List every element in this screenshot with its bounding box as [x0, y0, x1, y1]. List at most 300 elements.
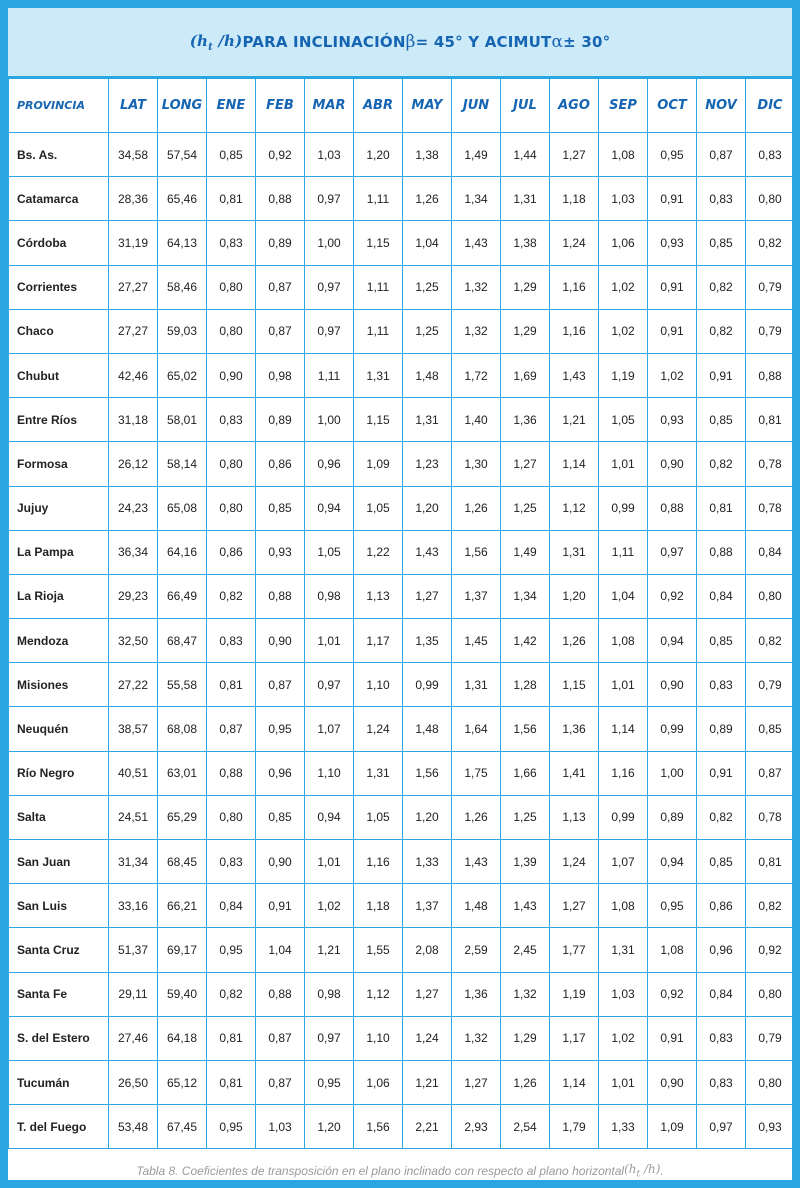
value-cell-long: 65,02 [158, 353, 207, 397]
value-cell-sep: 1,06 [599, 221, 648, 265]
table-row [9, 574, 795, 618]
value-cell-sep: 1,08 [599, 619, 648, 663]
value-cell-jun: 1,31 [452, 663, 501, 707]
province-cell: S. del Estero [9, 1016, 109, 1060]
province-cell: La Rioja [9, 574, 109, 618]
value-cell-oct: 1,02 [648, 353, 697, 397]
value-cell-jul: 1,56 [501, 707, 550, 751]
value-cell-may: 0,99 [403, 663, 452, 707]
value-cell-dic: 0,81 [746, 398, 795, 442]
title-text-2: = 45° Y ACIMUT [415, 33, 552, 51]
value-cell-lat: 32,50 [109, 619, 158, 663]
value-cell-mar: 0,95 [305, 1060, 354, 1104]
value-cell-abr: 1,31 [354, 751, 403, 795]
table-caption: Tabla 8. Coeficientes de transposición en el plano inclinado con respecto al plano horizontal ($h_t$ /h) . [136, 1162, 664, 1180]
value-cell-nov: 0,83 [697, 1016, 746, 1060]
value-cell-jul: 1,38 [501, 221, 550, 265]
value-cell-mar: 0,97 [305, 1016, 354, 1060]
value-cell-oct: 0,90 [648, 442, 697, 486]
value-cell-sep: 0,99 [599, 795, 648, 839]
value-cell-ene: 0,80 [207, 486, 256, 530]
value-cell-abr: 1,11 [354, 309, 403, 353]
value-cell-jun: 1,56 [452, 530, 501, 574]
value-cell-long: 65,46 [158, 177, 207, 221]
value-cell-ene: 0,80 [207, 442, 256, 486]
value-cell-sep: 1,03 [599, 972, 648, 1016]
table-row [9, 177, 795, 221]
value-cell-may: 1,04 [403, 221, 452, 265]
value-cell-jul: 1,25 [501, 795, 550, 839]
value-cell-sep: 1,02 [599, 265, 648, 309]
value-cell-jul: 1,29 [501, 1016, 550, 1060]
table-body [9, 133, 795, 1149]
value-cell-long: 58,14 [158, 442, 207, 486]
value-cell-ene: 0,83 [207, 619, 256, 663]
value-cell-oct: 0,94 [648, 840, 697, 884]
value-cell-long: 55,58 [158, 663, 207, 707]
value-cell-abr: 1,31 [354, 353, 403, 397]
value-cell-dic: 0,84 [746, 530, 795, 574]
value-cell-feb: 0,88 [256, 574, 305, 618]
value-cell-abr: 1,16 [354, 840, 403, 884]
value-cell-abr: 1,10 [354, 1016, 403, 1060]
value-cell-lat: 42,46 [109, 353, 158, 397]
value-cell-jun: 1,64 [452, 707, 501, 751]
value-cell-mar: 1,01 [305, 619, 354, 663]
table-row [9, 353, 795, 397]
value-cell-ago: 1,41 [550, 751, 599, 795]
value-cell-may: 2,08 [403, 928, 452, 972]
value-cell-long: 58,46 [158, 265, 207, 309]
province-cell: San Juan [9, 840, 109, 884]
value-cell-jun: 2,59 [452, 928, 501, 972]
value-cell-nov: 0,82 [697, 442, 746, 486]
value-cell-feb: 0,91 [256, 884, 305, 928]
value-cell-oct: 0,97 [648, 530, 697, 574]
value-cell-sep: 1,16 [599, 751, 648, 795]
table-row [9, 309, 795, 353]
table-row [9, 707, 795, 751]
value-cell-ene: 0,95 [207, 928, 256, 972]
value-cell-mar: 1,10 [305, 751, 354, 795]
value-cell-ene: 0,80 [207, 265, 256, 309]
value-cell-ago: 1,16 [550, 265, 599, 309]
value-cell-may: 1,35 [403, 619, 452, 663]
column-header-ene: ENE [207, 79, 256, 133]
value-cell-dic: 0,80 [746, 177, 795, 221]
province-cell: Salta [9, 795, 109, 839]
province-cell: Jujuy [9, 486, 109, 530]
value-cell-lat: 27,27 [109, 309, 158, 353]
value-cell-ene: 0,87 [207, 707, 256, 751]
value-cell-lat: 34,58 [109, 133, 158, 177]
province-cell: San Luis [9, 884, 109, 928]
value-cell-may: 1,27 [403, 972, 452, 1016]
value-cell-nov: 0,81 [697, 486, 746, 530]
value-cell-oct: 0,99 [648, 707, 697, 751]
value-cell-jul: 2,45 [501, 928, 550, 972]
column-header-jul: JUL [501, 79, 550, 133]
value-cell-dic: 0,87 [746, 751, 795, 795]
value-cell-mar: 1,02 [305, 884, 354, 928]
value-cell-ene: 0,83 [207, 398, 256, 442]
value-cell-ene: 0,86 [207, 530, 256, 574]
alpha-symbol: α [551, 32, 564, 52]
value-cell-jul: 1,28 [501, 663, 550, 707]
value-cell-abr: 1,15 [354, 398, 403, 442]
value-cell-oct: 0,88 [648, 486, 697, 530]
value-cell-nov: 0,82 [697, 795, 746, 839]
value-cell-dic: 0,78 [746, 486, 795, 530]
value-cell-mar: 0,98 [305, 972, 354, 1016]
value-cell-dic: 0,82 [746, 884, 795, 928]
value-cell-dic: 0,81 [746, 840, 795, 884]
title-symbol: ($h_t$ /h) [189, 31, 243, 53]
value-cell-feb: 0,88 [256, 177, 305, 221]
value-cell-ene: 0,90 [207, 353, 256, 397]
value-cell-jul: 1,44 [501, 133, 550, 177]
value-cell-abr: 1,18 [354, 884, 403, 928]
value-cell-ene: 0,82 [207, 972, 256, 1016]
value-cell-dic: 0,79 [746, 1016, 795, 1060]
value-cell-mar: 1,00 [305, 398, 354, 442]
header-row [9, 79, 795, 133]
value-cell-jul: 1,29 [501, 265, 550, 309]
value-cell-ago: 1,26 [550, 619, 599, 663]
coefficient-table [8, 78, 795, 1149]
table-row [9, 751, 795, 795]
value-cell-ago: 1,77 [550, 928, 599, 972]
column-header-ago: AGO [550, 79, 599, 133]
value-cell-dic: 0,83 [746, 133, 795, 177]
value-cell-abr: 1,10 [354, 663, 403, 707]
value-cell-ago: 1,12 [550, 486, 599, 530]
value-cell-ene: 0,84 [207, 884, 256, 928]
value-cell-dic: 0,82 [746, 619, 795, 663]
province-cell: Chaco [9, 309, 109, 353]
value-cell-dic: 0,80 [746, 972, 795, 1016]
title-text-1: PARA INCLINACIÓN [242, 33, 406, 51]
value-cell-abr: 1,55 [354, 928, 403, 972]
province-cell: Santa Cruz [9, 928, 109, 972]
value-cell-abr: 1,12 [354, 972, 403, 1016]
value-cell-ene: 0,81 [207, 177, 256, 221]
value-cell-may: 1,37 [403, 884, 452, 928]
value-cell-jun: 1,49 [452, 133, 501, 177]
value-cell-ago: 1,13 [550, 795, 599, 839]
value-cell-feb: 0,87 [256, 1060, 305, 1104]
value-cell-feb: 0,98 [256, 353, 305, 397]
value-cell-dic: 0,79 [746, 265, 795, 309]
province-cell: Chubut [9, 353, 109, 397]
value-cell-mar: 0,97 [305, 177, 354, 221]
column-header-dic: DIC [746, 79, 795, 133]
value-cell-mar: 1,21 [305, 928, 354, 972]
value-cell-long: 57,54 [158, 133, 207, 177]
value-cell-may: 1,27 [403, 574, 452, 618]
column-header-provincia: PROVINCIA [9, 79, 109, 133]
table-row [9, 530, 795, 574]
value-cell-mar: 0,94 [305, 795, 354, 839]
value-cell-may: 1,43 [403, 530, 452, 574]
value-cell-mar: 1,01 [305, 840, 354, 884]
value-cell-ene: 0,81 [207, 1060, 256, 1104]
table-row [9, 972, 795, 1016]
value-cell-ago: 1,31 [550, 530, 599, 574]
value-cell-oct: 0,91 [648, 265, 697, 309]
value-cell-jul: 1,25 [501, 486, 550, 530]
value-cell-ago: 1,19 [550, 972, 599, 1016]
value-cell-ene: 0,88 [207, 751, 256, 795]
value-cell-long: 66,21 [158, 884, 207, 928]
value-cell-may: 1,56 [403, 751, 452, 795]
value-cell-long: 65,29 [158, 795, 207, 839]
value-cell-dic: 0,92 [746, 928, 795, 972]
value-cell-jun: 1,40 [452, 398, 501, 442]
value-cell-sep: 0,99 [599, 486, 648, 530]
value-cell-sep: 1,01 [599, 1060, 648, 1104]
value-cell-ene: 0,83 [207, 221, 256, 265]
province-cell: Formosa [9, 442, 109, 486]
value-cell-nov: 0,83 [697, 663, 746, 707]
value-cell-feb: 0,86 [256, 442, 305, 486]
value-cell-nov: 0,85 [697, 398, 746, 442]
value-cell-jun: 1,27 [452, 1060, 501, 1104]
value-cell-ene: 0,95 [207, 1105, 256, 1149]
value-cell-ago: 1,36 [550, 707, 599, 751]
value-cell-oct: 0,93 [648, 221, 697, 265]
value-cell-nov: 0,91 [697, 751, 746, 795]
value-cell-ago: 1,20 [550, 574, 599, 618]
value-cell-lat: 27,22 [109, 663, 158, 707]
value-cell-may: 2,21 [403, 1105, 452, 1149]
province-cell: La Pampa [9, 530, 109, 574]
value-cell-jul: 1,49 [501, 530, 550, 574]
value-cell-may: 1,48 [403, 353, 452, 397]
value-cell-jun: 1,48 [452, 884, 501, 928]
value-cell-may: 1,20 [403, 795, 452, 839]
value-cell-feb: 0,93 [256, 530, 305, 574]
value-cell-feb: 0,89 [256, 221, 305, 265]
value-cell-lat: 24,23 [109, 486, 158, 530]
table-row [9, 442, 795, 486]
value-cell-abr: 1,20 [354, 133, 403, 177]
value-cell-sep: 1,04 [599, 574, 648, 618]
value-cell-nov: 0,91 [697, 353, 746, 397]
value-cell-feb: 0,90 [256, 840, 305, 884]
value-cell-jun: 1,32 [452, 309, 501, 353]
value-cell-oct: 0,95 [648, 884, 697, 928]
value-cell-jun: 1,26 [452, 795, 501, 839]
value-cell-oct: 0,92 [648, 574, 697, 618]
value-cell-long: 65,12 [158, 1060, 207, 1104]
value-cell-dic: 0,85 [746, 707, 795, 751]
value-cell-jun: 1,36 [452, 972, 501, 1016]
value-cell-jun: 1,37 [452, 574, 501, 618]
province-cell: Corrientes [9, 265, 109, 309]
table-row [9, 663, 795, 707]
value-cell-may: 1,25 [403, 309, 452, 353]
province-cell: Santa Fe [9, 972, 109, 1016]
value-cell-may: 1,21 [403, 1060, 452, 1104]
value-cell-jul: 1,69 [501, 353, 550, 397]
value-cell-abr: 1,13 [354, 574, 403, 618]
value-cell-may: 1,31 [403, 398, 452, 442]
value-cell-sep: 1,08 [599, 133, 648, 177]
caption-symbol: ($h_t$ /h) [624, 1162, 661, 1180]
value-cell-ago: 1,14 [550, 442, 599, 486]
column-header-mar: MAR [305, 79, 354, 133]
value-cell-nov: 0,85 [697, 840, 746, 884]
table-row [9, 619, 795, 663]
value-cell-nov: 0,84 [697, 574, 746, 618]
table-row [9, 1016, 795, 1060]
province-cell: Tucumán [9, 1060, 109, 1104]
column-header-jun: JUN [452, 79, 501, 133]
column-header-nov: NOV [697, 79, 746, 133]
value-cell-jul: 1,39 [501, 840, 550, 884]
value-cell-lat: 26,50 [109, 1060, 158, 1104]
value-cell-nov: 0,88 [697, 530, 746, 574]
value-cell-jul: 1,42 [501, 619, 550, 663]
value-cell-may: 1,48 [403, 707, 452, 751]
value-cell-dic: 0,78 [746, 795, 795, 839]
value-cell-sep: 1,03 [599, 177, 648, 221]
value-cell-jul: 1,32 [501, 972, 550, 1016]
value-cell-ene: 0,81 [207, 663, 256, 707]
column-header-long: LONG [158, 79, 207, 133]
value-cell-mar: 1,07 [305, 707, 354, 751]
value-cell-jun: 1,26 [452, 486, 501, 530]
table-row [9, 486, 795, 530]
value-cell-may: 1,33 [403, 840, 452, 884]
value-cell-ago: 1,27 [550, 133, 599, 177]
value-cell-dic: 0,82 [746, 221, 795, 265]
value-cell-lat: 33,16 [109, 884, 158, 928]
value-cell-jun: 1,72 [452, 353, 501, 397]
value-cell-abr: 1,11 [354, 265, 403, 309]
column-header-feb: FEB [256, 79, 305, 133]
value-cell-nov: 0,82 [697, 309, 746, 353]
table-row [9, 1105, 795, 1149]
value-cell-oct: 0,90 [648, 663, 697, 707]
column-header-lat: LAT [109, 79, 158, 133]
value-cell-nov: 0,86 [697, 884, 746, 928]
value-cell-feb: 0,90 [256, 619, 305, 663]
value-cell-jul: 1,34 [501, 574, 550, 618]
value-cell-sep: 1,08 [599, 884, 648, 928]
value-cell-ene: 0,83 [207, 840, 256, 884]
value-cell-feb: 0,87 [256, 1016, 305, 1060]
value-cell-long: 59,40 [158, 972, 207, 1016]
value-cell-ago: 1,24 [550, 221, 599, 265]
value-cell-jun: 1,34 [452, 177, 501, 221]
value-cell-lat: 31,34 [109, 840, 158, 884]
value-cell-feb: 0,85 [256, 795, 305, 839]
value-cell-ene: 0,80 [207, 309, 256, 353]
column-header-sep: SEP [599, 79, 648, 133]
value-cell-oct: 1,00 [648, 751, 697, 795]
value-cell-mar: 0,97 [305, 309, 354, 353]
value-cell-jul: 1,36 [501, 398, 550, 442]
value-cell-dic: 0,80 [746, 574, 795, 618]
value-cell-jun: 1,43 [452, 840, 501, 884]
value-cell-lat: 53,48 [109, 1105, 158, 1149]
value-cell-lat: 26,12 [109, 442, 158, 486]
value-cell-jul: 1,27 [501, 442, 550, 486]
value-cell-long: 65,08 [158, 486, 207, 530]
value-cell-long: 64,13 [158, 221, 207, 265]
value-cell-abr: 1,09 [354, 442, 403, 486]
value-cell-mar: 0,98 [305, 574, 354, 618]
column-header-abr: ABR [354, 79, 403, 133]
value-cell-jul: 1,26 [501, 1060, 550, 1104]
value-cell-lat: 38,57 [109, 707, 158, 751]
value-cell-jun: 2,93 [452, 1105, 501, 1149]
column-header-oct: OCT [648, 79, 697, 133]
value-cell-jul: 1,43 [501, 884, 550, 928]
value-cell-oct: 0,91 [648, 309, 697, 353]
value-cell-oct: 1,08 [648, 928, 697, 972]
province-cell: Mendoza [9, 619, 109, 663]
value-cell-lat: 29,11 [109, 972, 158, 1016]
value-cell-ago: 1,79 [550, 1105, 599, 1149]
value-cell-oct: 0,95 [648, 133, 697, 177]
value-cell-may: 1,23 [403, 442, 452, 486]
value-cell-may: 1,20 [403, 486, 452, 530]
value-cell-long: 58,01 [158, 398, 207, 442]
value-cell-dic: 0,79 [746, 309, 795, 353]
province-cell: Córdoba [9, 221, 109, 265]
value-cell-sep: 1,05 [599, 398, 648, 442]
value-cell-ago: 1,43 [550, 353, 599, 397]
value-cell-nov: 0,83 [697, 1060, 746, 1104]
province-cell: Bs. As. [9, 133, 109, 177]
value-cell-ago: 1,24 [550, 840, 599, 884]
value-cell-ene: 0,80 [207, 795, 256, 839]
value-cell-nov: 0,85 [697, 221, 746, 265]
value-cell-abr: 1,24 [354, 707, 403, 751]
value-cell-nov: 0,89 [697, 707, 746, 751]
value-cell-ene: 0,85 [207, 133, 256, 177]
value-cell-lat: 27,27 [109, 265, 158, 309]
value-cell-abr: 1,11 [354, 177, 403, 221]
value-cell-ago: 1,16 [550, 309, 599, 353]
beta-symbol: β [405, 32, 416, 52]
value-cell-nov: 0,84 [697, 972, 746, 1016]
value-cell-jul: 1,29 [501, 309, 550, 353]
value-cell-sep: 1,14 [599, 707, 648, 751]
value-cell-lat: 24,51 [109, 795, 158, 839]
value-cell-mar: 1,05 [305, 530, 354, 574]
value-cell-long: 64,18 [158, 1016, 207, 1060]
value-cell-may: 1,24 [403, 1016, 452, 1060]
value-cell-jun: 1,32 [452, 265, 501, 309]
value-cell-jul: 1,31 [501, 177, 550, 221]
province-cell: Río Negro [9, 751, 109, 795]
value-cell-feb: 0,87 [256, 265, 305, 309]
value-cell-long: 59,03 [158, 309, 207, 353]
value-cell-feb: 0,87 [256, 663, 305, 707]
value-cell-ago: 1,27 [550, 884, 599, 928]
table-row [9, 928, 795, 972]
value-cell-long: 63,01 [158, 751, 207, 795]
value-cell-feb: 0,85 [256, 486, 305, 530]
value-cell-long: 68,47 [158, 619, 207, 663]
value-cell-oct: 0,89 [648, 795, 697, 839]
column-header-may: MAY [403, 79, 452, 133]
value-cell-mar: 0,94 [305, 486, 354, 530]
